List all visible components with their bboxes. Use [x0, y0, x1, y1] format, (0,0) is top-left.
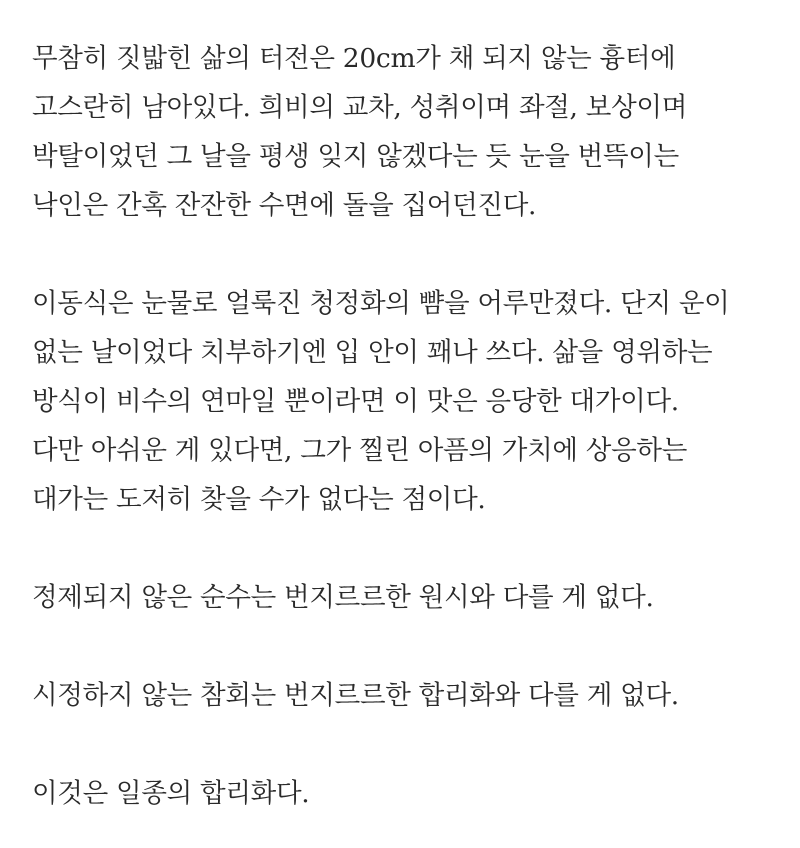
paragraph-gap — [32, 230, 782, 279]
paragraph-4 — [32, 671, 782, 720]
text-line: 이것은 일종의 합리화다. — [32, 778, 310, 809]
paragraph-5 — [32, 769, 782, 818]
text-line: 대가는 도저히 찾을 수가 없다는 점이다. — [32, 484, 486, 515]
text-line: 없는 날이었다 치부하기엔 입 안이 꽤나 쓰다. 삶을 영위하는 — [32, 337, 713, 368]
paragraph-gap — [32, 622, 782, 671]
text-line: 다만 아쉬운 게 있다면, 그가 찔린 아픔의 가치에 상응하는 — [32, 435, 687, 466]
paragraph-gap — [32, 524, 782, 573]
text-line: 시정하지 않는 참회는 번지르르한 합리화와 다를 게 없다. — [32, 680, 679, 711]
text-line: 방식이 비수의 연마일 뿐이라면 이 맛은 응당한 대가이다. — [32, 386, 679, 417]
text-line: 고스란히 남아있다. 희비의 교차, 성취이며 좌절, 보상이며 — [32, 92, 687, 123]
text-line: 정제되지 않은 순수는 번지르르한 원시와 다를 게 없다. — [32, 582, 654, 613]
paragraph-1 — [32, 34, 782, 230]
text-line: 이동식은 눈물로 얼룩진 청정화의 뺨을 어루만졌다. 단지 운이 — [32, 288, 730, 319]
paragraph-gap — [32, 720, 782, 769]
document-body — [32, 34, 782, 818]
paragraph-3 — [32, 573, 782, 622]
paragraph-2 — [32, 279, 782, 524]
text-line: 무참히 짓밟힌 삶의 터전은 20cm가 채 되지 않는 흉터에 — [32, 43, 676, 74]
text-line: 박탈이었던 그 날을 평생 잊지 않겠다는 듯 눈을 번뜩이는 — [32, 141, 679, 172]
text-line: 낙인은 간혹 잔잔한 수면에 돌을 집어던진다. — [32, 190, 537, 221]
